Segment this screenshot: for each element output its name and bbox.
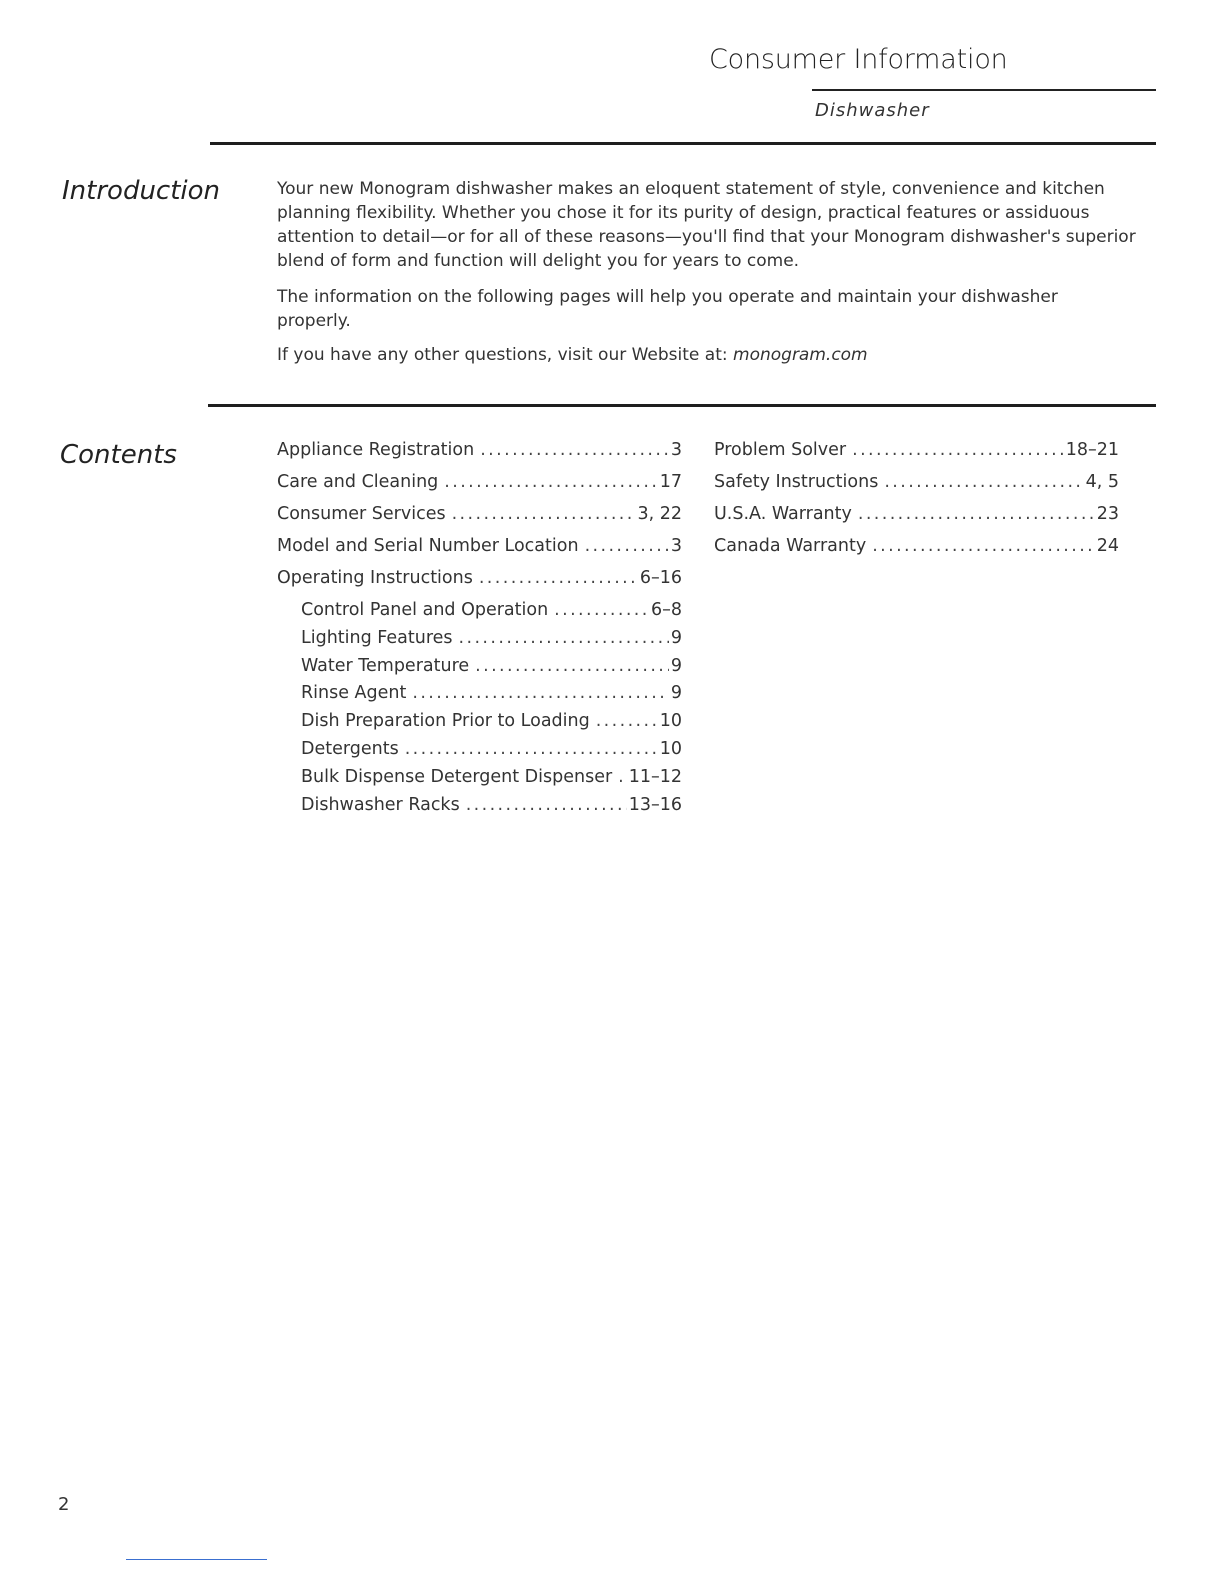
dot-leader [884, 472, 1083, 492]
toc-entry-page: 3, 22 [637, 504, 682, 524]
footer-link-line [126, 1559, 267, 1560]
toc-entry[interactable] [714, 440, 1119, 472]
toc-entry-page: 9 [670, 683, 682, 704]
dot-leader [405, 739, 658, 759]
toc-entry-label: Appliance Registration [277, 440, 475, 460]
website-prefix: If you have any other questions, visit our Website at: [277, 345, 728, 365]
toc-entry-label: Model and Serial Number Location [277, 536, 579, 556]
toc-entry-page: 13–16 [628, 794, 682, 815]
toc-entry-page: 9 [670, 655, 682, 676]
toc-entry[interactable] [714, 504, 1119, 536]
dot-leader [618, 767, 627, 787]
toc-entry-label: Water Temperature [301, 655, 470, 676]
toc-entry-page: 23 [1096, 504, 1119, 524]
toc-subentry[interactable] [277, 795, 682, 823]
toc-entry-page: 17 [659, 472, 682, 492]
toc-entry-page: 3 [670, 536, 682, 556]
toc-subentry[interactable] [277, 767, 682, 795]
dot-leader [596, 711, 658, 731]
dot-leader [480, 440, 669, 460]
toc-entry-label: Canada Warranty [714, 536, 867, 556]
toc-entry-label: Dishwasher Racks [301, 794, 460, 815]
dot-leader [466, 795, 627, 815]
dot-leader [872, 536, 1095, 556]
section-divider [210, 142, 1156, 145]
toc-right-column [714, 440, 1119, 568]
header-subtitle: Dishwasher [815, 100, 930, 121]
toc-subentry[interactable] [277, 739, 682, 767]
toc-entry-label: Control Panel and Operation [301, 600, 549, 620]
toc-entry-label: Lighting Features [301, 627, 453, 648]
header-title: Consumer Information [709, 44, 1008, 75]
dot-leader [479, 568, 638, 588]
page-number: 2 [58, 1494, 70, 1515]
toc-entry-label: Operating Instructions [277, 568, 473, 588]
toc-subentry[interactable] [277, 683, 682, 711]
dot-leader [412, 683, 669, 703]
dot-leader [852, 440, 1064, 460]
dot-leader [475, 656, 669, 676]
toc-entry-label: Detergents [301, 738, 399, 759]
dot-leader [858, 504, 1095, 524]
dot-leader [459, 628, 669, 648]
toc-entry-page: 6–8 [650, 600, 682, 620]
toc-entry[interactable] [277, 536, 682, 568]
dot-leader [452, 504, 636, 524]
toc-entry[interactable] [277, 472, 682, 504]
dot-leader [444, 472, 657, 492]
dot-leader [585, 536, 669, 556]
toc-entry-page: 6–16 [639, 568, 682, 588]
toc-entry[interactable] [714, 472, 1119, 504]
toc-entry-page: 10 [659, 738, 682, 759]
introduction-body [277, 177, 1137, 377]
toc-entry-page: 10 [659, 711, 682, 732]
toc-entry-label: Care and Cleaning [277, 472, 439, 492]
toc-subentry[interactable] [277, 656, 682, 684]
toc-entry-label: Problem Solver [714, 440, 847, 460]
toc-entry-label: U.S.A. Warranty [714, 504, 852, 524]
toc-entry-label: Safety Instructions [714, 472, 879, 492]
intro-website-line [277, 343, 1137, 367]
toc-entry-page: 11–12 [628, 766, 682, 787]
toc-left-column [277, 440, 682, 822]
toc-entry-label: Consumer Services [277, 504, 446, 524]
toc-entry[interactable] [714, 536, 1119, 568]
toc-entry-page: 24 [1096, 536, 1119, 556]
website-link[interactable]: monogram.com [733, 345, 868, 365]
dot-leader [554, 600, 649, 620]
toc-entry-label: Bulk Dispense Detergent Dispenser [301, 766, 613, 787]
intro-paragraph: The information on the following pages will help you operate and maintain your dishwasher properly. [277, 287, 1058, 331]
toc-entry-page: 9 [670, 627, 682, 648]
toc-entry-page: 4, 5 [1085, 472, 1119, 492]
toc-subentry[interactable] [277, 600, 682, 628]
toc-entry[interactable] [277, 568, 682, 600]
contents-heading: Contents [60, 440, 177, 470]
section-divider [208, 404, 1156, 407]
toc-subentry[interactable] [277, 628, 682, 656]
toc-entry-label: Dish Preparation Prior to Loading [301, 711, 590, 732]
header-rule [812, 89, 1156, 91]
toc-entry-page: 18–21 [1065, 440, 1119, 460]
toc-entry-page: 3 [670, 440, 682, 460]
intro-paragraph: Your new Monogram dishwasher makes an eloquent statement of style, convenience and kitchen planning flexibility. Whether you chose it for its purity of design, practical features or assiduous attention to detail—or for all of these reasons—you'll find that your Monogram dishwasher's superior blend of form and function will delight you for years to come. [277, 179, 1136, 271]
toc-subentry[interactable] [277, 711, 682, 739]
toc-entry-label: Rinse Agent [301, 683, 407, 704]
toc-entry[interactable] [277, 504, 682, 536]
introduction-heading: Introduction [62, 176, 221, 206]
toc-entry[interactable] [277, 440, 682, 472]
